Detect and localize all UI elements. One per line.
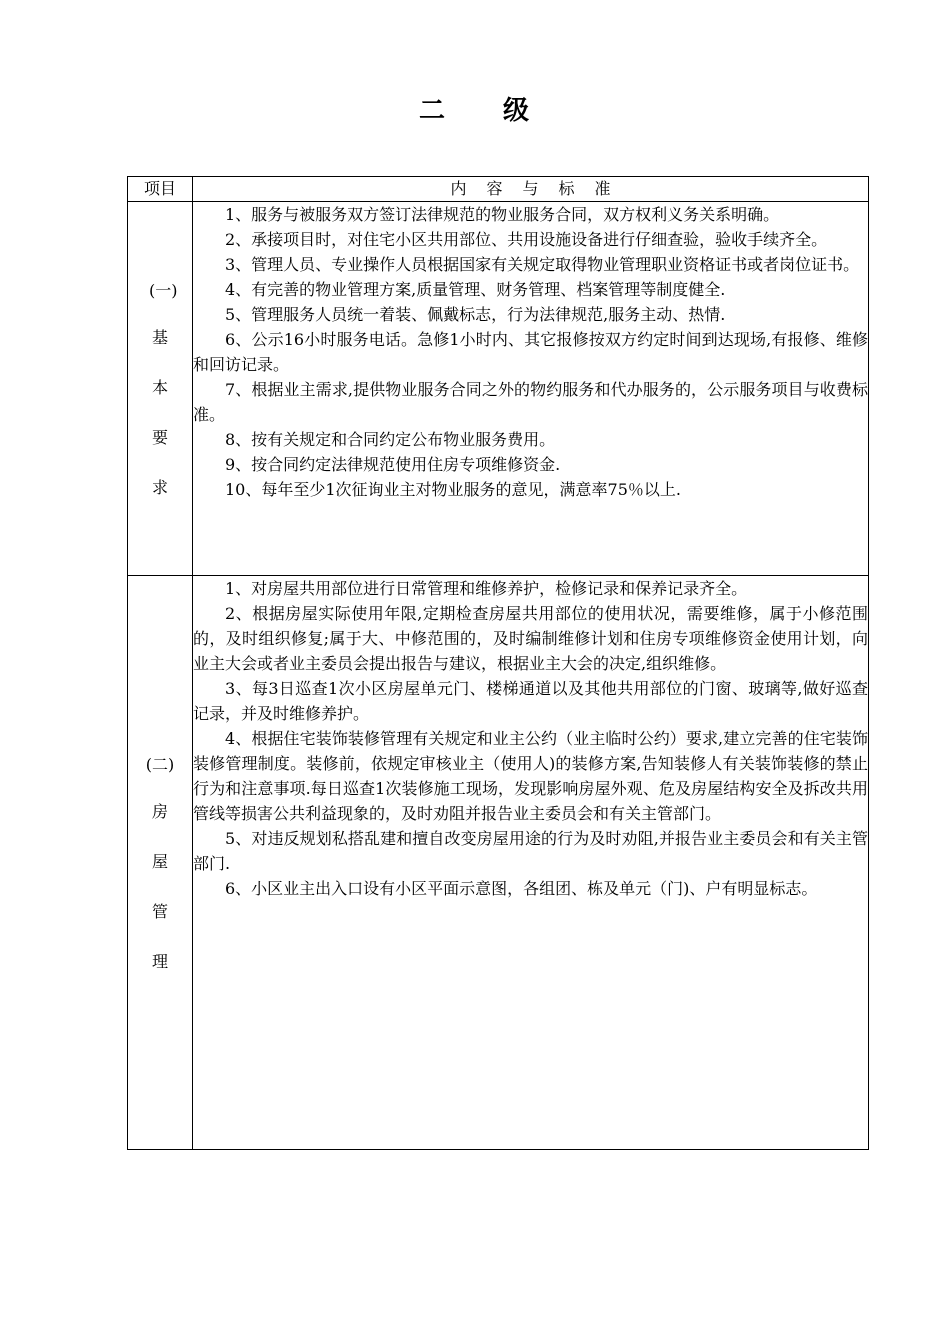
requirement-item: 3、管理人员、专业操作人员根据国家有关规定取得物业管理职业资格证书或者岗位证书。 <box>225 255 860 274</box>
requirement-item: 5、对违反规划私搭乱建和擅自改变房屋用途的行为及时劝阻,并报告业主委员会和有关主管部门. <box>193 829 868 873</box>
page-title-char: 二 <box>418 96 447 126</box>
section-label-cell <box>128 202 193 576</box>
requirement-item: 10、每年至少1次征询业主对物业服务的意见，满意率75％以上. <box>225 480 681 499</box>
requirement-item: 1、服务与被服务双方签订法律规范的物业服务合同，双方权利义务关系明确。 <box>225 205 780 224</box>
requirement-item: 3、每3日巡查1次小区房屋单元门、楼梯通道以及其他共用部位的门窗、玻璃等,做好巡查记录，并及时维修养护。 <box>193 679 868 723</box>
table-header-row <box>128 177 869 202</box>
section-label-char: 本 <box>151 377 168 397</box>
section-content-cell <box>193 576 869 1150</box>
section-row-basic-requirements <box>128 202 869 576</box>
section-number: (一) <box>149 280 178 300</box>
section-row-house-management <box>128 576 869 1150</box>
requirement-item: 1、对房屋共用部位进行日常管理和维修养护，检修记录和保养记录齐全。 <box>225 579 748 598</box>
page-title <box>0 90 950 127</box>
page-title-char: 级 <box>503 96 532 126</box>
requirement-item: 4、有完善的物业管理方案,质量管理、财务管理、档案管理等制度健全. <box>225 280 726 299</box>
section-label-char: 求 <box>151 477 168 497</box>
requirement-item: 9、按合同约定法律规范使用住房专项维修资金. <box>225 455 561 474</box>
section-label-cell <box>128 576 193 1150</box>
header-content-char: 与 <box>522 179 539 198</box>
section-label-char: 理 <box>151 951 168 971</box>
requirement-item: 5、管理服务人员统一着装、佩戴标志，行为法律规范,服务主动、热情. <box>225 305 726 324</box>
standards-table <box>127 176 869 1150</box>
section-number: (二) <box>145 754 175 774</box>
section-label-char: 房 <box>151 801 168 821</box>
header-content-char: 标 <box>558 179 575 198</box>
header-content-char: 内 <box>450 179 467 198</box>
section-label-char: 屋 <box>151 851 168 871</box>
header-content-char: 准 <box>594 179 611 198</box>
requirement-item: 4、根据住宅装饰装修管理有关规定和业主公约（业主临时公约）要求,建立完善的住宅装饰装修管理制度。装修前，依规定审核业主（使用人)的装修方案,告知装修人有关装饰装修的禁止行为和注意事项.每日巡查1次装修施工现场，发现影响房屋外观、危及房屋结构安全及拆改共用管线等损害公共利益现象的，及时劝阻并报告业主委员会和有关主管部门。 <box>193 729 868 823</box>
section-content-cell <box>193 202 869 576</box>
header-content-char: 容 <box>486 179 503 198</box>
requirement-item: 8、按有关规定和合同约定公布物业服务费用。 <box>225 430 556 449</box>
section-label-char: 基 <box>151 327 168 347</box>
requirement-item: 2、承接项目时，对住宅小区共用部位、共用设施设备进行仔细查验，验收手续齐全。 <box>225 230 828 249</box>
section-label-char: 要 <box>151 427 168 447</box>
header-item-label: 项目 <box>143 179 176 198</box>
section-label-char: 管 <box>151 901 168 921</box>
requirement-item: 6、公示16小时服务电话。急修1小时内、其它报修按双方约定时间到达现场,有报修、维修和回访记录。 <box>193 330 868 374</box>
header-item-cell <box>128 177 193 202</box>
requirement-item: 2、根据房屋实际使用年限,定期检查房屋共用部位的使用状况，需要维修，属于小修范围的，及时组织修复;属于大、中修范围的，及时编制维修计划和住房专项维修资金使用计划，向业主大会或者业主委员会提出报告与建议，根据业主大会的决定,组织维修。 <box>193 604 868 673</box>
requirement-item: 6、小区业主出入口设有小区平面示意图，各组团、栋及单元（门)、户有明显标志。 <box>225 879 818 898</box>
header-content-cell <box>193 177 869 202</box>
requirement-item: 7、根据业主需求,提供物业服务合同之外的物约服务和代办服务的，公示服务项目与收费标准。 <box>193 380 868 424</box>
